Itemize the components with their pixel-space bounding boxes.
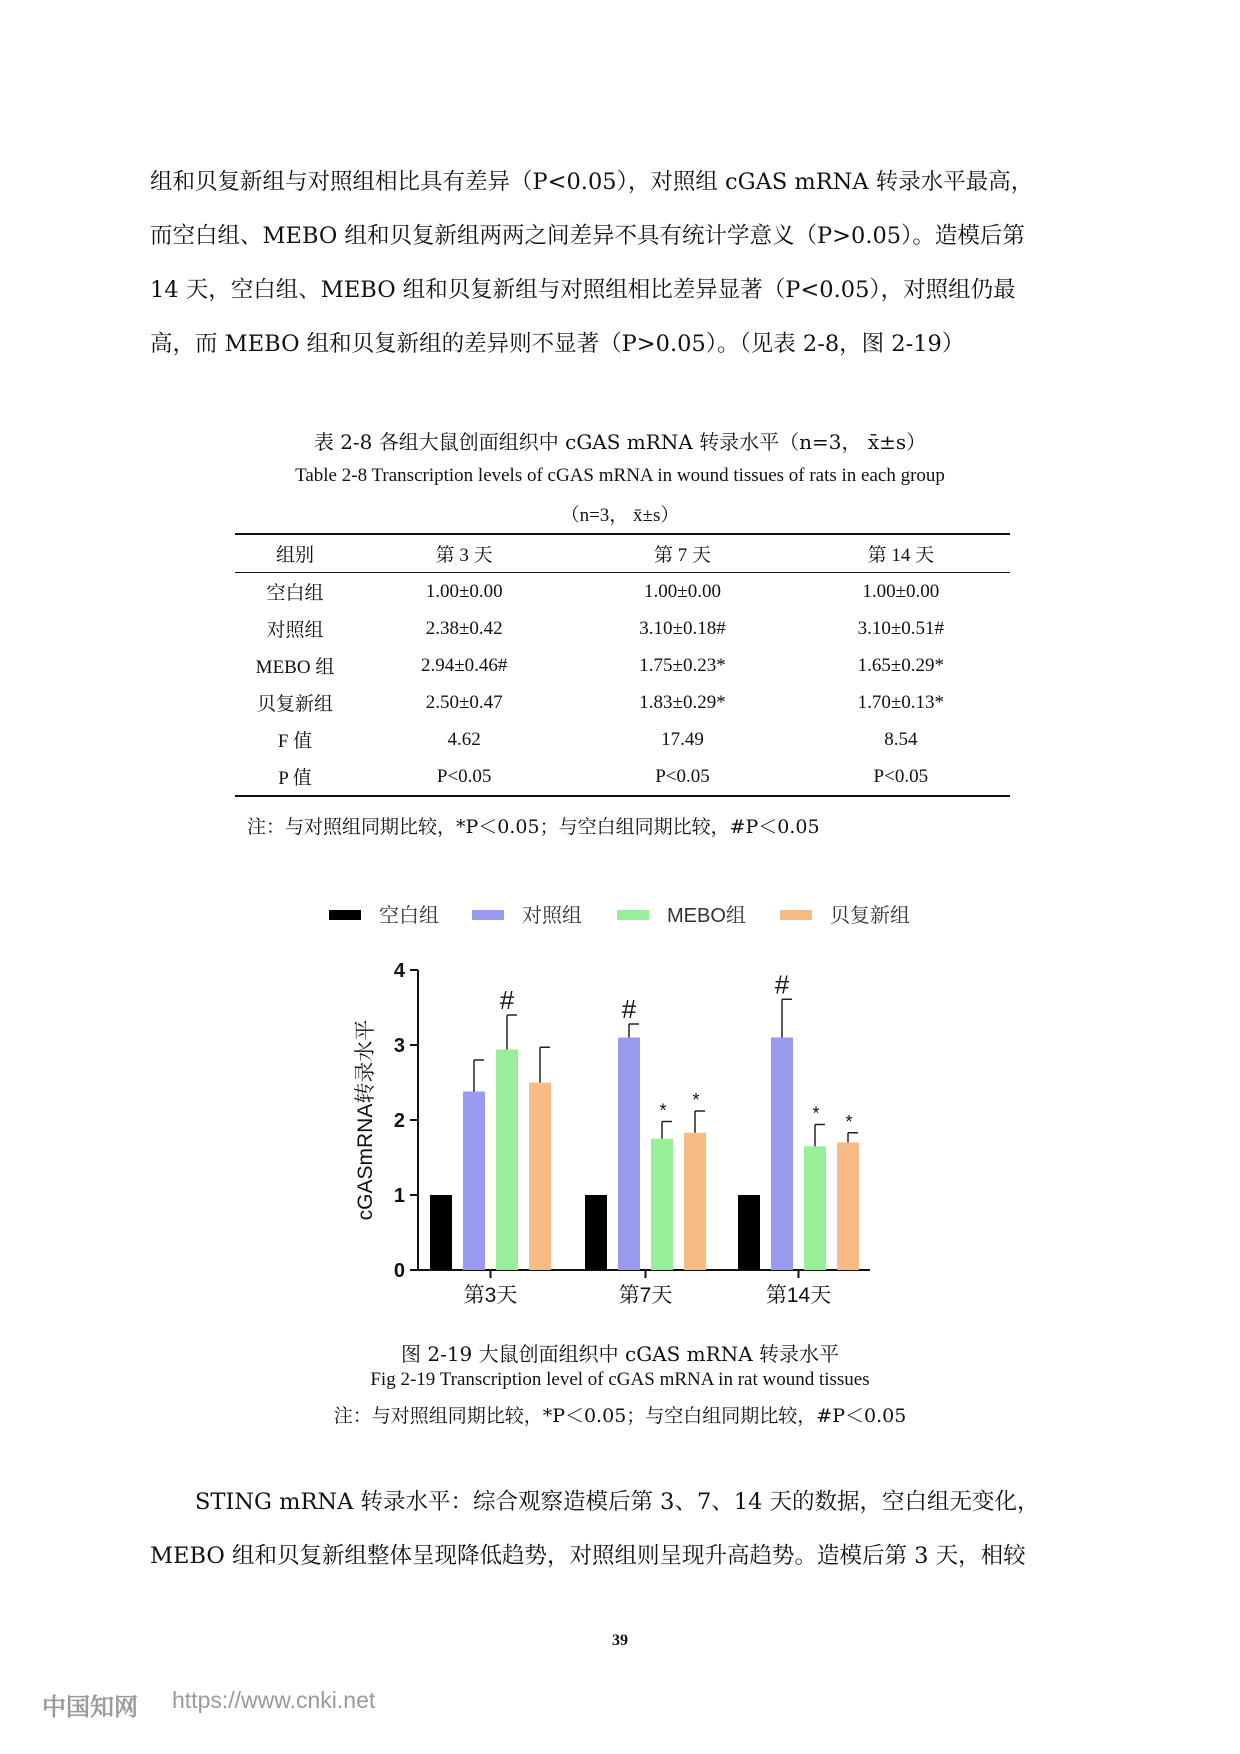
table-row — [235, 610, 1010, 647]
table-cell: F 值 — [277, 731, 313, 752]
bar — [837, 1143, 859, 1271]
table-title-cn: 表 2-8 各组大鼠创面组织中 cGAS mRNA 转录水平（n=3， x̄±s） — [313, 430, 927, 454]
bar — [463, 1092, 485, 1271]
legend-swatch — [472, 910, 504, 920]
table-row — [235, 684, 1010, 721]
significance-mark: * — [812, 1103, 820, 1124]
text-line: 高，而 MEBO 组和贝复新组的差异则不显著（P>0.05）。（见表 2-8，图 2-19） — [150, 331, 965, 357]
table-header: 第 3 天 — [435, 545, 493, 566]
significance-mark: * — [659, 1100, 667, 1121]
text-line: 14 天，空白组、MEBO 组和贝复新组与对照组相比差异显著（P<0.05），对照组仍最 — [150, 277, 1016, 303]
x-tick-label: 第3天 — [463, 1284, 518, 1307]
table-cell: P<0.05 — [655, 765, 710, 787]
text-line: MEBO 组和贝复新组整体呈现降低趋势，对照组则呈现升高趋势。造模后第 3 天，相较 — [150, 1543, 1026, 1569]
table-title-en: Table 2-8 Transcription levels of cGAS mRNA in wound tissues of rats in each group — [295, 465, 945, 486]
significance-mark: * — [692, 1090, 700, 1110]
legend-swatch — [780, 910, 812, 920]
table-cell: 3.10±0.18# — [639, 617, 726, 639]
data-table — [235, 533, 1010, 797]
table-cell: 3.10±0.51# — [857, 617, 945, 639]
table-cell: 4.62 — [447, 728, 481, 750]
table-row — [235, 721, 1010, 758]
paragraph-top — [150, 155, 1100, 371]
table-cell: P<0.05 — [873, 765, 929, 787]
bar — [771, 1038, 793, 1271]
y-tick-label: 0 — [393, 1260, 405, 1282]
legend-label: 贝复新组 — [830, 905, 910, 927]
significance-mark: * — [845, 1111, 853, 1132]
table-header-row — [235, 534, 1010, 573]
watermark-url: https://www.cnki.net — [172, 1687, 376, 1713]
page-number: 39 — [612, 1632, 628, 1649]
significance-mark: # — [774, 969, 790, 1000]
significance-mark: # — [499, 985, 515, 1015]
figure-caption-en: Fig 2-19 Transcription level of cGAS mRNA in rat wound tissues — [370, 1369, 870, 1390]
table-cell: 1.75±0.23* — [639, 654, 726, 676]
y-tick-label: 1 — [393, 1185, 405, 1207]
table-header: 第 7 天 — [653, 545, 711, 566]
table-cell: 1.00±0.00 — [425, 580, 503, 602]
table-cell: 17.49 — [661, 728, 704, 750]
text-line: 组和贝复新组与对照组相比具有差异（P<0.05），对照组 cGAS mRNA 转录水平最高， — [150, 169, 1034, 195]
table-cell: 1.00±0.00 — [644, 580, 721, 602]
table-cell: 贝复新组 — [256, 694, 333, 715]
bar — [496, 1050, 518, 1271]
bar — [618, 1038, 640, 1271]
bar — [684, 1133, 706, 1270]
table-cell: 2.94±0.46# — [420, 654, 508, 676]
table-cell: 8.54 — [884, 728, 918, 750]
table-note: 注：与对照组同期比较，*P＜0.05；与空白组同期比较，#P＜0.05 — [247, 816, 820, 838]
table-cell: 对照组 — [266, 620, 324, 641]
table-header: 组别 — [275, 545, 314, 566]
table-cell: 1.70±0.13* — [857, 691, 945, 713]
table-cell: P 值 — [278, 768, 312, 789]
table-cell: 2.50±0.47 — [425, 691, 503, 713]
table-cell: P<0.05 — [436, 765, 492, 787]
text-line: 而空白组、MEBO 组和贝复新组两两之间差异不具有统计学意义（P>0.05）。造模后第 — [150, 223, 1025, 249]
table-cell: 2.38±0.42 — [425, 617, 503, 639]
figure-note: 注：与对照组同期比较，*P＜0.05；与空白组同期比较，#P＜0.05 — [333, 1405, 907, 1427]
table-row — [235, 647, 1010, 684]
bar — [430, 1195, 452, 1270]
bar — [529, 1083, 551, 1271]
table-cell: 1.83±0.29* — [639, 691, 726, 713]
x-tick-label: 第7天 — [618, 1284, 673, 1307]
bar — [651, 1139, 673, 1270]
significance-mark: # — [621, 994, 637, 1024]
y-tick-label: 2 — [393, 1110, 405, 1132]
legend-label: 空白组 — [379, 905, 439, 927]
table-row — [235, 573, 1010, 611]
watermark-brand: 中国知网 — [42, 1694, 138, 1721]
text-line: STING mRNA 转录水平：综合观察造模后第 3、7、14 天的数据，空白组无变化， — [150, 1489, 1040, 1515]
legend-label: 对照组 — [522, 905, 582, 927]
table-header: 第 14 天 — [867, 545, 935, 566]
x-tick-label: 第14天 — [765, 1284, 832, 1307]
table-cell: 1.65±0.29* — [857, 654, 945, 676]
legend-label: MEBO组 — [667, 905, 746, 927]
bar — [804, 1146, 826, 1270]
y-axis-label: cGASmRNA转录水平 — [354, 1019, 377, 1221]
paragraph-bottom — [150, 1475, 1100, 1583]
table-title-en-2: （n=3， x̄±s） — [560, 505, 680, 526]
legend-swatch — [329, 910, 361, 920]
figure-caption-cn: 图 2-19 大鼠创面组织中 cGAS mRNA 转录水平 — [400, 1342, 839, 1366]
table-cell: 1.00±0.00 — [862, 580, 940, 602]
y-tick-label: 4 — [393, 960, 405, 982]
bar-chart — [0, 880, 1240, 1310]
y-tick-label: 3 — [393, 1035, 405, 1057]
table-cell: MEBO 组 — [255, 657, 335, 678]
bar — [738, 1195, 760, 1270]
legend-swatch — [617, 910, 649, 920]
table-row — [235, 758, 1010, 796]
bar — [585, 1195, 607, 1270]
table-cell: 空白组 — [266, 583, 324, 604]
